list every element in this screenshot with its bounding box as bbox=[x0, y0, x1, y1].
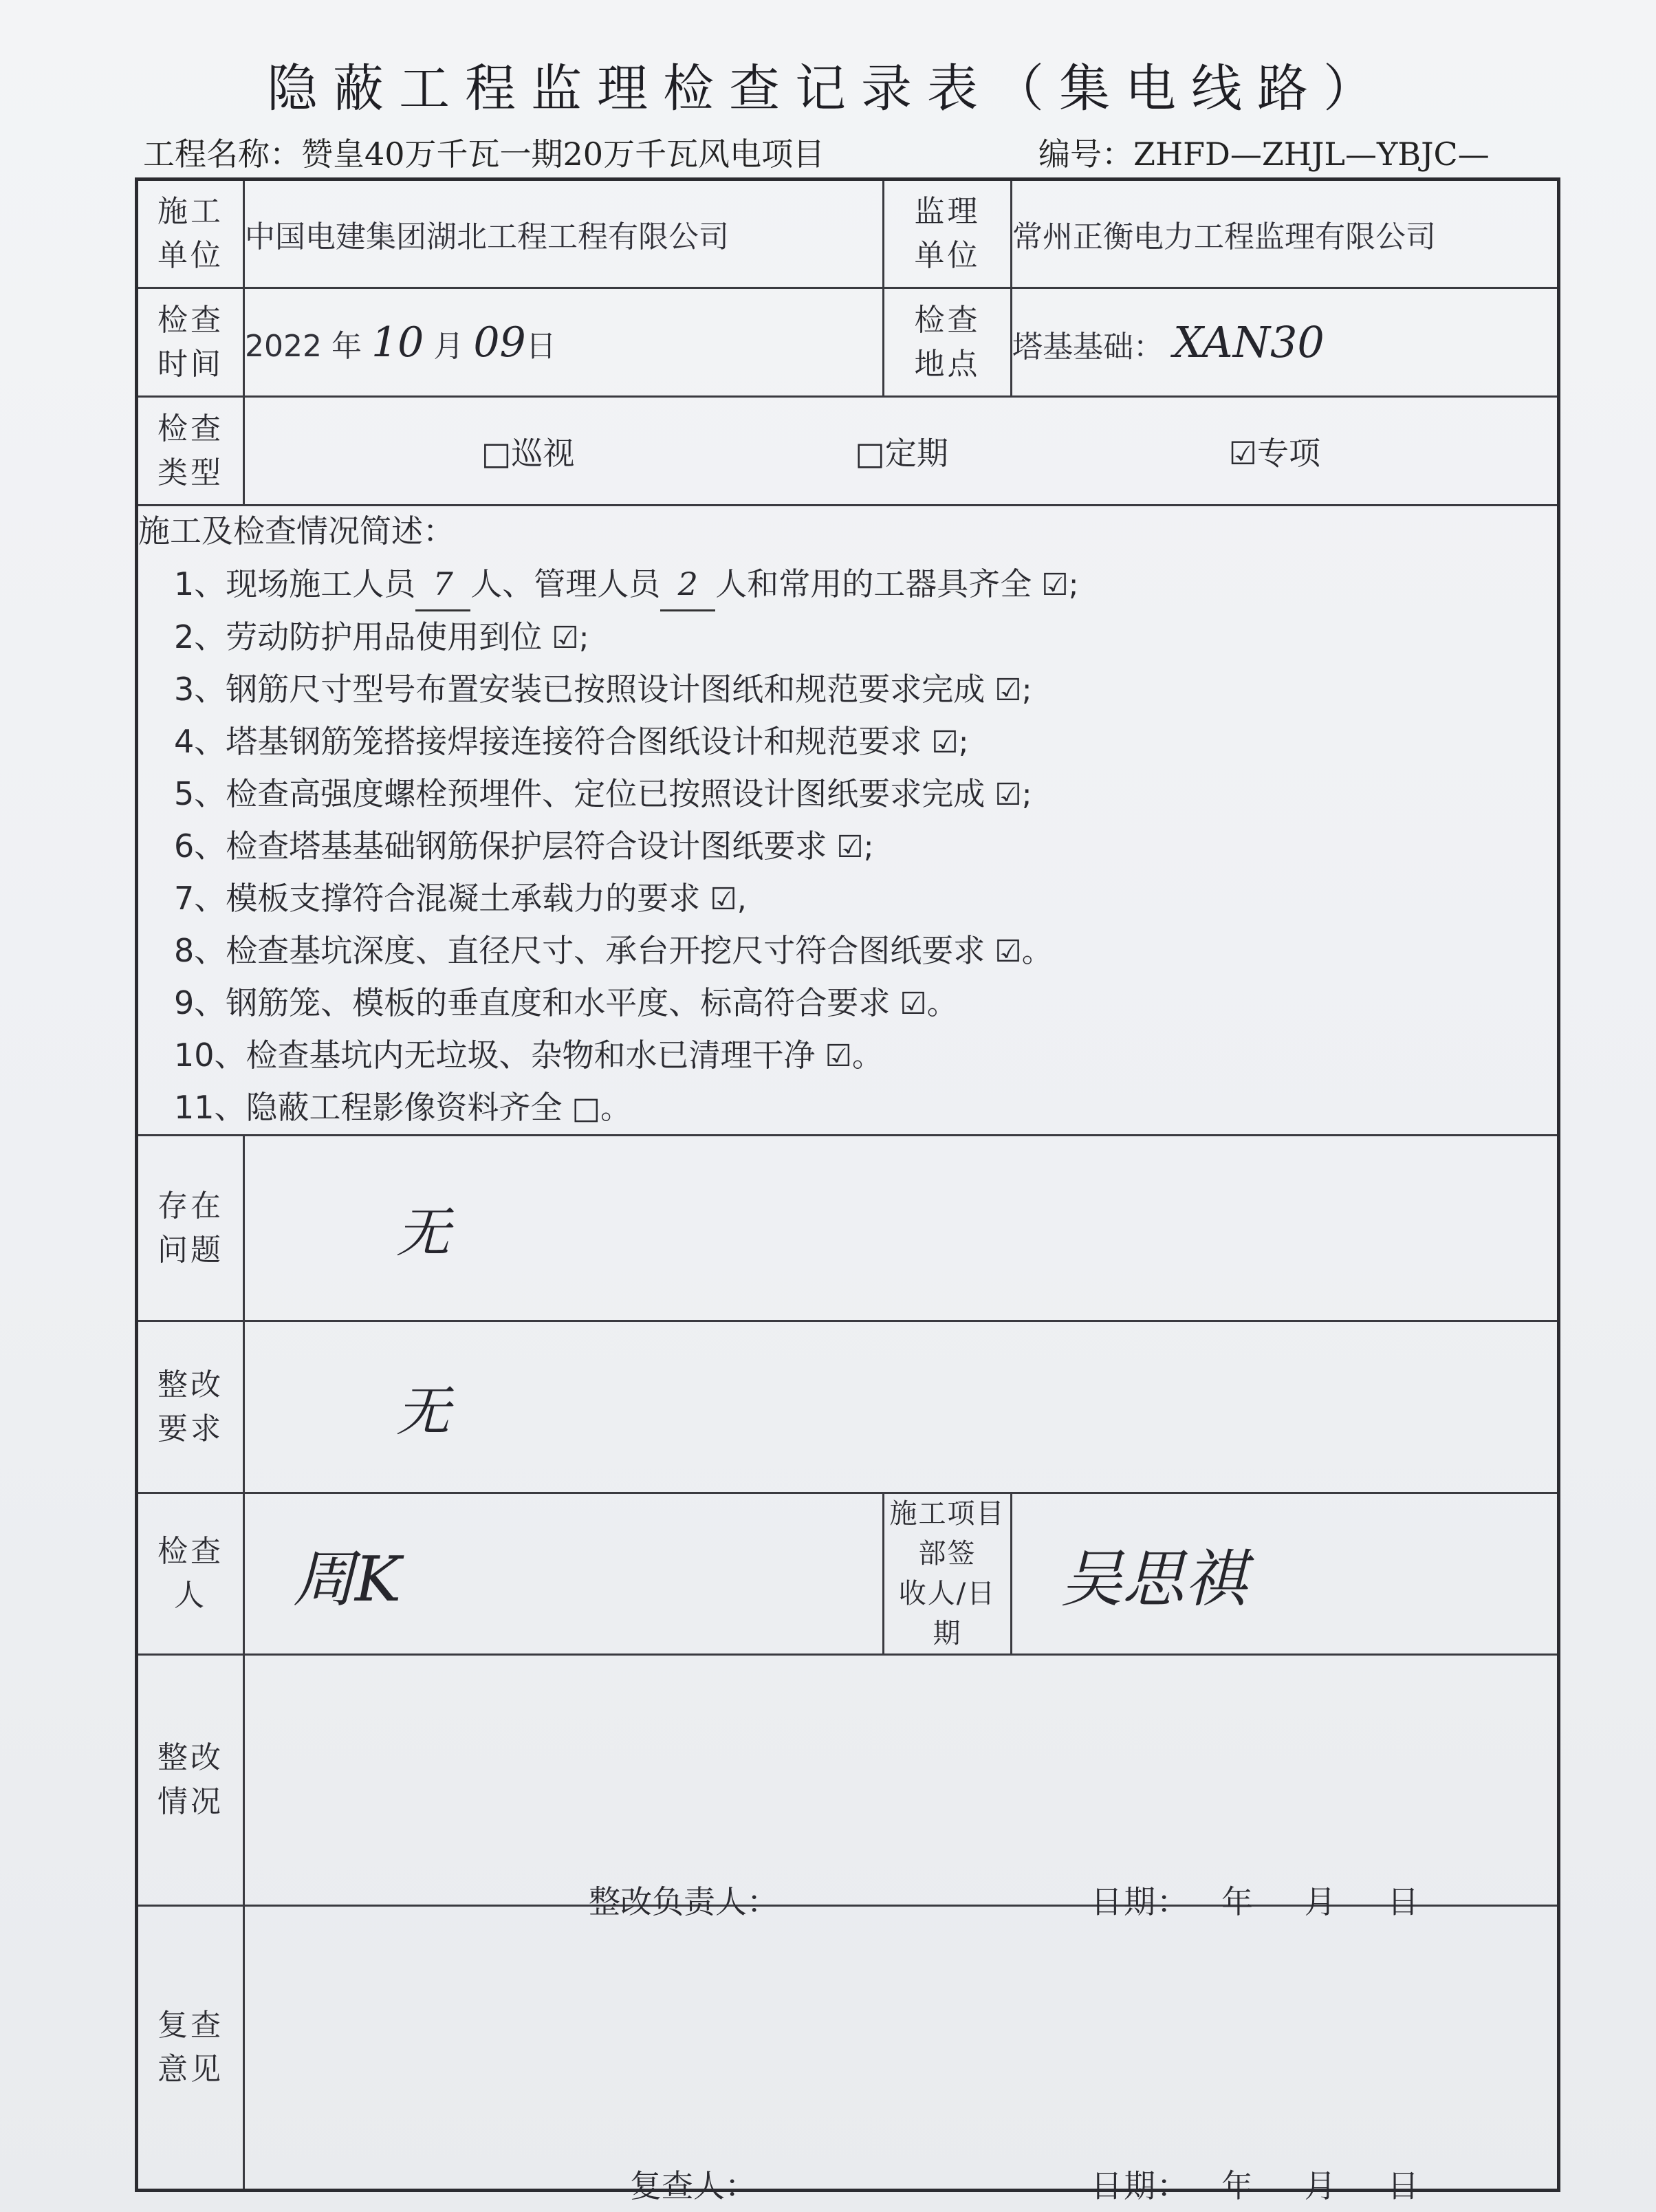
checklist-item: 5、检查高强度螺栓预埋件、定位已按照设计图纸要求完成 ☑; bbox=[174, 775, 1032, 812]
rectify-status-cell bbox=[244, 1655, 1559, 1920]
checklist-item: 4、塔基钢筋笼搭接焊接连接符合图纸设计和规范要求 ☑; bbox=[174, 723, 969, 760]
check-mark: ☑; bbox=[994, 673, 1032, 708]
check-mark: ☑; bbox=[994, 777, 1032, 812]
value-check-location bbox=[1012, 288, 1559, 397]
checklist-item-1: 1、现场施工人员 7 人、管理人员 2 人和常用的工器具齐全 ☑; bbox=[174, 559, 1557, 611]
check-mark: ☑。 bbox=[825, 1039, 882, 1074]
label-receipt: 施工项目部签 收人/日期 bbox=[884, 1493, 1012, 1655]
day-handwritten: 09 bbox=[473, 318, 526, 367]
review-date-ymd: 年 月 日 bbox=[1221, 2167, 1419, 2204]
project-name-line: 工程名称：赞皇40万千瓦一期20万千瓦风电项目 bbox=[143, 135, 825, 173]
rectify-date-ymd: 年 月 日 bbox=[1221, 1883, 1419, 1920]
description-title: 施工及检查情况简述： bbox=[138, 512, 455, 550]
location-prefix: 塔基基础： bbox=[1012, 329, 1164, 365]
checklist-item: 11、隐蔽工程影像资料齐全 □。 bbox=[174, 1089, 631, 1126]
checklist-item: 8、检查基坑深度、直径尺寸、承台开挖尺寸符合图纸要求 ☑。 bbox=[174, 932, 1052, 969]
value-rectify-requirement bbox=[244, 1321, 1559, 1493]
value-supervision-unit: 常州正衡电力工程监理有限公司 bbox=[1012, 180, 1559, 288]
receiver-signature-cell bbox=[1012, 1493, 1559, 1655]
checklist-item: 10、检查基坑内无垃圾、杂物和水已清理干净 ☑。 bbox=[174, 1037, 882, 1074]
checkbox-patrol[interactable]: □巡视 bbox=[481, 434, 575, 472]
checklist-item: 6、检查塔基基础钢筋保护层符合设计图纸要求 ☑; bbox=[174, 827, 874, 865]
checklist-item: 9、钢筋笼、模板的垂直度和水平度、标高符合要求 ☑。 bbox=[174, 984, 957, 1021]
issues-handwritten: 无 bbox=[396, 1202, 450, 1264]
label-inspector: 检查 人 bbox=[137, 1493, 244, 1655]
check-mark: ☑; bbox=[552, 620, 589, 655]
value-construction-unit: 中国电建集团湖北工程工程有限公司 bbox=[244, 180, 884, 288]
month-handwritten: 10 bbox=[371, 318, 424, 367]
check-mark: ☑; bbox=[1041, 567, 1079, 603]
check-mark: ☑; bbox=[836, 830, 874, 865]
check-mark: □。 bbox=[571, 1091, 631, 1126]
row-description bbox=[137, 506, 1559, 1136]
value-issues bbox=[244, 1136, 1559, 1321]
review-cell bbox=[244, 1906, 1559, 2204]
row-inspector bbox=[137, 1493, 1559, 1655]
rectify-handwritten: 无 bbox=[396, 1380, 450, 1443]
row-time-location bbox=[137, 288, 1559, 397]
label-check-type: 检查 类型 bbox=[137, 397, 244, 506]
checkbox-periodic[interactable]: □定期 bbox=[855, 434, 948, 472]
checkbox-special[interactable]: ☑专项 bbox=[1228, 434, 1321, 472]
day-suffix: 日 bbox=[525, 328, 556, 364]
row-units bbox=[137, 180, 1559, 288]
label-review-opinion: 复查 意见 bbox=[137, 1906, 244, 2191]
row-rectify-status bbox=[137, 1655, 1559, 1906]
row-review bbox=[137, 1906, 1559, 2191]
checklist-item: 2、劳动防护用品使用到位 ☑; bbox=[174, 618, 589, 655]
checklist-item: 7、模板支撑符合混凝土承载力的要求 ☑, bbox=[174, 880, 747, 917]
row-rectify-requirement bbox=[137, 1321, 1559, 1493]
year-text: 2022 年 bbox=[245, 328, 362, 364]
check-type-options bbox=[244, 397, 1559, 506]
check-mark: ☑。 bbox=[994, 934, 1052, 969]
value-check-time bbox=[244, 288, 884, 397]
row-issues bbox=[137, 1136, 1559, 1321]
checklist-item: 3、钢筋尺寸型号布置安装已按照设计图纸和规范要求完成 ☑; bbox=[174, 671, 1032, 708]
document-number-line: 编号：ZHFD—ZHJL—YBJC— bbox=[1038, 135, 1490, 173]
inspector-signature-cell bbox=[244, 1493, 884, 1655]
month-suffix: 月 bbox=[433, 328, 464, 364]
label-rectify-requirement: 整改 要求 bbox=[137, 1321, 244, 1493]
check-mark: ☑; bbox=[931, 725, 969, 760]
staff-count-handwritten: 7 bbox=[415, 559, 470, 611]
location-handwritten: XAN30 bbox=[1173, 317, 1325, 367]
row-check-type bbox=[137, 397, 1559, 506]
inspector-signature: 周K bbox=[293, 1543, 402, 1616]
label-issues: 存在 问题 bbox=[137, 1136, 244, 1321]
receiver-signature: 吴思祺 bbox=[1060, 1543, 1246, 1616]
reviewer-label: 复查人： bbox=[630, 2167, 756, 2204]
document-title: 隐蔽工程监理检查记录表（集电线路） bbox=[267, 59, 1389, 118]
check-mark: ☑。 bbox=[900, 986, 957, 1021]
label-check-time: 检查 时间 bbox=[137, 288, 244, 397]
label-check-location: 检查 地点 bbox=[884, 288, 1012, 397]
manager-count-handwritten: 2 bbox=[660, 559, 715, 611]
label-supervision-unit: 监理 单位 bbox=[884, 180, 1012, 288]
inspection-description bbox=[137, 506, 1559, 1136]
label-construction-unit: 施工 单位 bbox=[137, 180, 244, 288]
rectify-responsible-label: 整改负责人： bbox=[589, 1883, 778, 1920]
inspection-record-table bbox=[135, 177, 1560, 2204]
label-rectify-status: 整改 情况 bbox=[137, 1655, 244, 1906]
review-date-label: 日期： bbox=[1091, 2167, 1190, 2204]
check-mark: ☑, bbox=[710, 882, 747, 917]
rectify-date-label: 日期： bbox=[1091, 1883, 1190, 1920]
